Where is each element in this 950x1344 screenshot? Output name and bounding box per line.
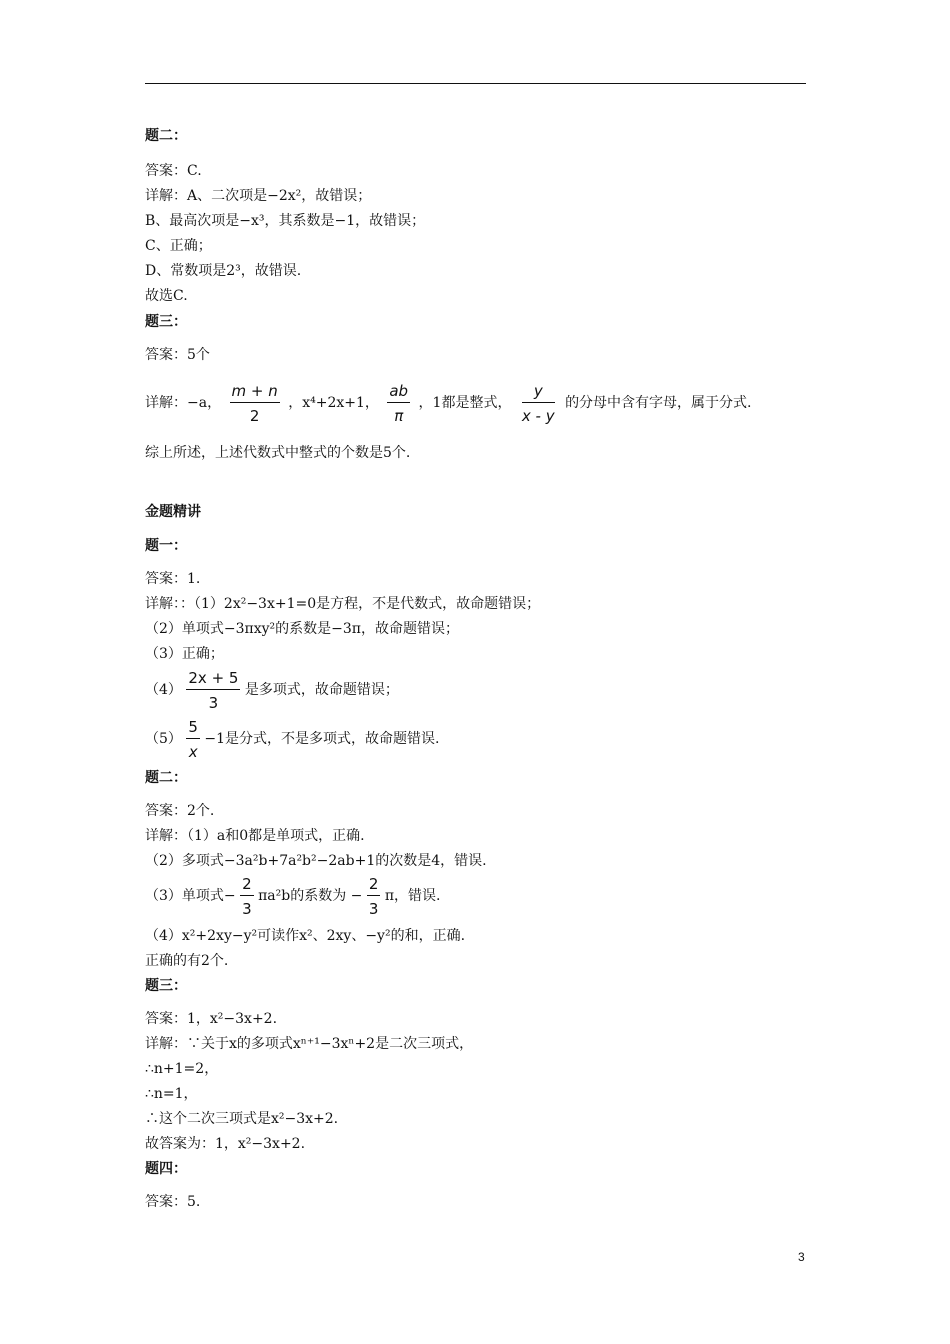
numerator: m + n	[230, 382, 280, 403]
denominator: x - y	[521, 406, 555, 425]
detail-line: 故选C.	[145, 288, 188, 304]
page-number: 3	[798, 1250, 805, 1264]
fraction	[186, 669, 240, 712]
detail-line: ∴n=1，	[145, 1086, 198, 1102]
detail-line: 故答案为：1，x²−3x+2.	[145, 1136, 306, 1152]
text-segment: 是多项式，故命题错误；	[244, 682, 399, 698]
section-title: 题三：	[145, 314, 187, 330]
text-segment: πa²b的系数为 −	[258, 888, 363, 904]
detail-line: C、正确；	[145, 238, 212, 254]
summary-line: 综上所述，上述代数式中整式的个数是5个.	[145, 445, 411, 461]
detail-line: （2）多项式−3a²b+7a²b²−2ab+1的次数是4，错误.	[145, 853, 487, 869]
fraction-detail-line	[145, 666, 399, 714]
section-title: 题四：	[145, 1161, 187, 1177]
fraction	[240, 875, 254, 918]
numerator: ab	[387, 382, 410, 403]
section-title: 题一：	[145, 538, 187, 554]
detail-line: （4）x²+2xy−y²可读作x²、2xy、−y²的和，正确.	[145, 928, 466, 944]
numerator: 2x + 5	[186, 669, 240, 690]
numerator: 5	[186, 718, 200, 739]
fraction-detail-line	[145, 872, 441, 920]
detail-line: 详解：：（1）2x²−3x+1=0是方程，不是代数式，故命题错误；	[145, 596, 541, 612]
numerator: 2	[367, 875, 381, 896]
fraction	[230, 382, 280, 425]
section-title: 题二：	[145, 770, 187, 786]
denominator: 3	[368, 899, 379, 918]
text-segment: 详解：−a，	[145, 395, 222, 411]
detail-line: （2）单项式−3πxy²的系数是−3π，故命题错误；	[145, 621, 460, 637]
detail-line: ∴n+1=2，	[145, 1061, 219, 1077]
fraction	[367, 875, 381, 918]
fraction-detail-line	[145, 715, 439, 763]
numerator: 2	[240, 875, 254, 896]
detail-line: ∴这个二次三项式是x²−3x+2.	[145, 1111, 339, 1127]
header-rule	[145, 83, 806, 84]
detail-line: 详解：A、二次项是−2x²，故错误；	[145, 188, 372, 204]
detail-line: D、常数项是2³，故错误.	[145, 263, 302, 279]
detail-line: B、最高次项是−x³，其系数是−1，故错误；	[145, 213, 426, 229]
fraction	[387, 382, 410, 425]
text-segment: （4）	[145, 682, 182, 698]
text-segment: π，错误.	[384, 888, 441, 904]
answer-line: 答案：C.	[145, 163, 202, 179]
text-segment: −1是分式，不是多项式，故命题错误.	[204, 731, 440, 747]
fraction	[522, 382, 555, 425]
numerator: y	[522, 382, 555, 403]
detail-line: 详解：∵关于x的多项式xⁿ⁺¹−3xⁿ+2是二次三项式，	[145, 1036, 474, 1052]
denominator: 3	[208, 693, 219, 712]
answer-line: 答案：1.	[145, 571, 201, 587]
denominator: 2	[249, 406, 260, 425]
text-segment: ，1都是整式，	[418, 395, 512, 411]
text-segment: （5）	[145, 731, 182, 747]
detail-line: 正确的有2个.	[145, 953, 229, 969]
denominator: 3	[242, 899, 252, 918]
text-segment: （3）单项式−	[145, 888, 236, 904]
denominator: x	[188, 742, 198, 761]
answer-line: 答案：5.	[145, 1194, 201, 1210]
denominator: π	[394, 406, 404, 425]
answer-line: 答案：2个.	[145, 803, 215, 819]
text-segment: 的分母中含有字母，属于分式.	[565, 395, 752, 411]
section-title: 题三：	[145, 978, 187, 994]
fraction-detail-line	[145, 379, 752, 427]
section-heading: 金题精讲	[145, 504, 201, 520]
fraction	[186, 718, 200, 761]
section-title: 题二：	[145, 128, 187, 144]
answer-line: 答案：1，x²−3x+2.	[145, 1011, 278, 1027]
detail-line: 详解：（1）a和0都是单项式，正确.	[145, 828, 365, 844]
detail-line: （3）正确；	[145, 646, 224, 662]
text-segment: ，x⁴+2x+1，	[288, 395, 379, 411]
answer-line: 答案：5个	[145, 347, 210, 363]
